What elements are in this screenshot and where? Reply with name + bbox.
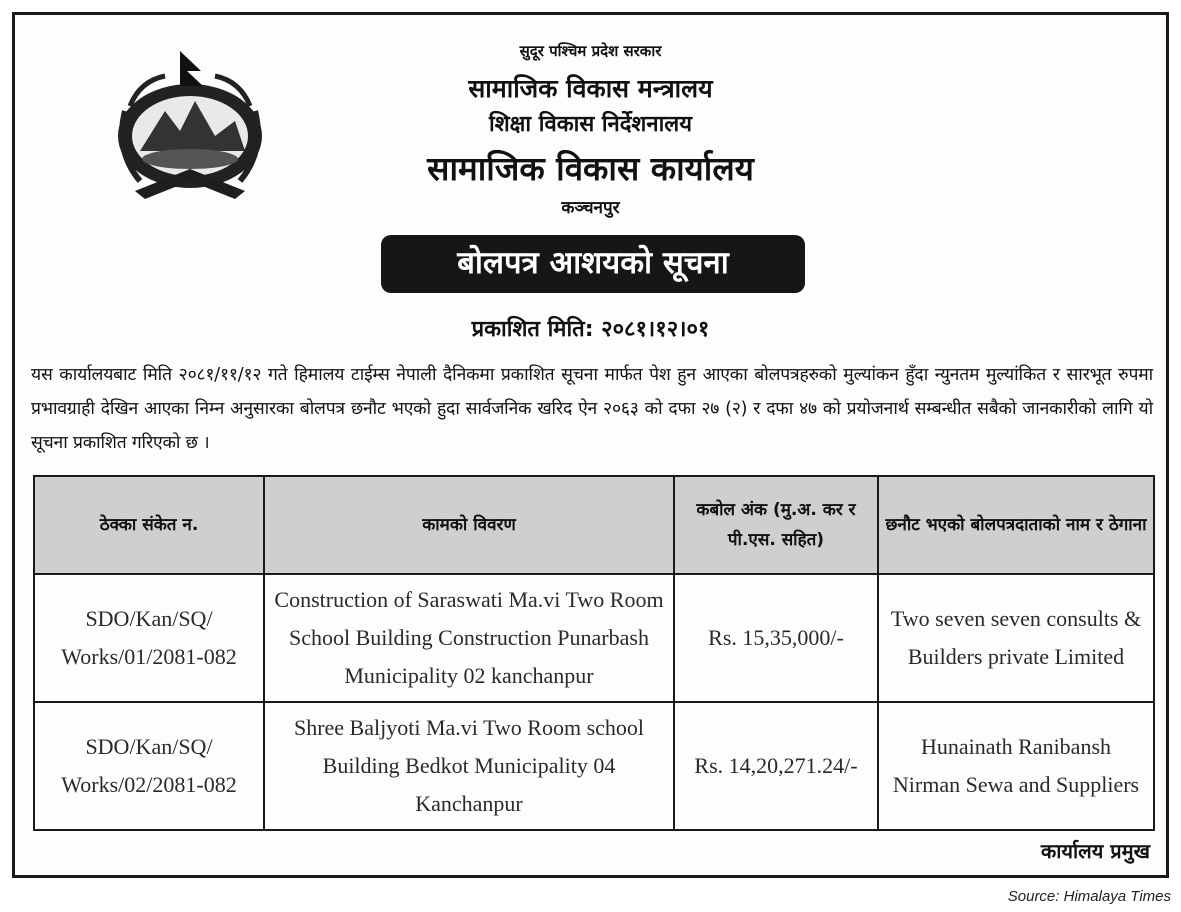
ministry-name: सामाजिक विकास मन्त्रालय [468,74,713,103]
table-row [34,574,1154,702]
header-description: कामको विवरण [264,476,674,574]
cell-description: Shree Baljyoti Ma.vi Two Room school Building Bedkot Municipality 04 Kanchanpur [264,702,674,830]
directorate-name: शिक्षा विकास निर्देशनालय [489,112,692,137]
district-name: कञ्चनपुर [561,198,620,218]
award-table [33,475,1155,831]
cell-contract-no: SDO/Kan/SQ/ Works/02/2081-082 [34,702,264,830]
header-contract-no: ठेक्का संकेत न. [34,476,264,574]
cell-contract-no: SDO/Kan/SQ/ Works/01/2081-082 [34,574,264,702]
office-name: सामाजिक विकास कार्यालय [427,149,754,188]
cell-description: Construction of Saraswati Ma.vi Two Room School Building Construction Punarbash Municipality 02 kanchanpur [264,574,674,702]
office-chief-signature: कार्यालय प्रमुख [1040,839,1150,863]
provincial-government: सुदूर पश्चिम प्रदेश सरकार [519,42,662,60]
notice-frame [12,12,1169,878]
cell-amount: Rs. 15,35,000/- [674,574,878,702]
table-header-row [34,476,1154,574]
cell-bidder: Hunainath Ranibansh Nirman Sewa and Suppliers [878,702,1154,830]
cell-amount: Rs. 14,20,271.24/- [674,702,878,830]
header-bidder: छनौट भएको बोलपत्रदाताको नाम र ठेगाना [878,476,1154,574]
notice-body: यस कार्यालयबाट मिति २०८१/११/१२ गते हिमालय टाईम्स नेपाली दैनिकमा प्रकाशित सूचना मार्फत पेश हुन आएका बोलपत्रहरुको मुल्यांकन हुँदा न्युनतम मुल्यांकित र सारभूत रुपमा प्रभावग्राही देखिन आएका निम्न अनुसारका बोलपत्र छनौट भएको हुदा सार्वजनिक खरिद ऐन २०६३ को दफा २७ (२) र दफा ४७ को प्रयोजनार्थ सम्बन्धीत सबैको जानकारीको लागि यो सूचना प्रकाशित गरिएको छ । [31,365,1153,453]
cell-bidder: Two seven seven consults & Builders private Limited [878,574,1154,702]
source-credit: Source: Himalaya Times [1007,888,1171,905]
table-row [34,702,1154,830]
header-amount: कबोल अंक (मु.अ. कर र पी.एस. सहित) [674,476,878,574]
published-date: प्रकाशित मिति: २०८१।१२।०१ [471,317,710,342]
notice-title: बोलपत्र आशयको सूचना [381,235,805,293]
